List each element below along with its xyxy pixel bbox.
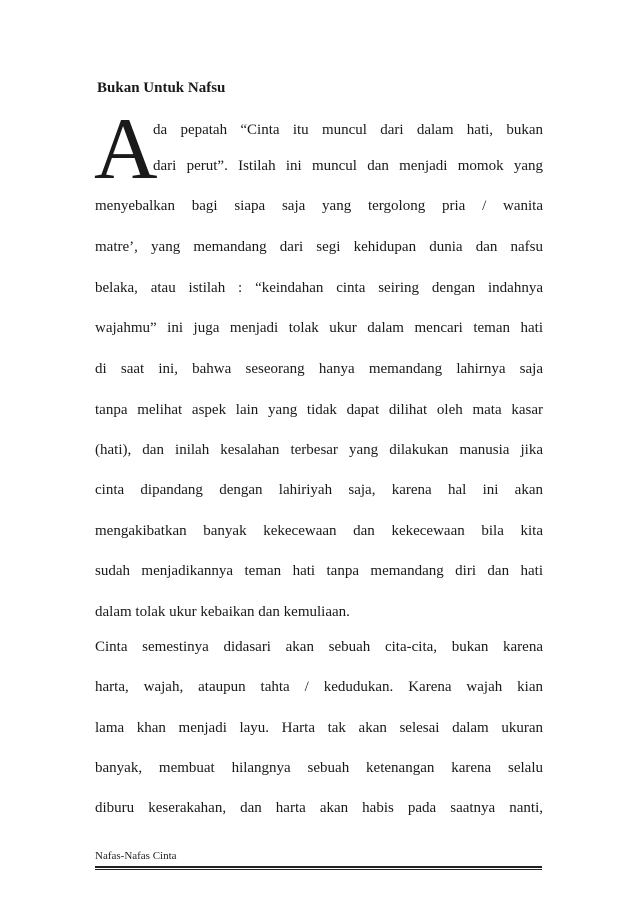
text-line: Cinta semestinya didasari akan sebuah cita-cita, bukan karena: [95, 639, 543, 655]
text-line: dalam tolak ukur kebaikan dan kemuliaan.: [95, 604, 350, 620]
page-footer: Nafas-Nafas Cinta: [95, 850, 177, 862]
text-line: banyak, membuat hilangnya sebuah ketenangan karena selalu: [95, 760, 543, 776]
text-line: cinta dipandang dengan lahiriyah saja, karena hal ini akan: [95, 482, 543, 498]
text-line: menyebalkan bagi siapa saja yang tergolong pria / wanita: [95, 198, 543, 214]
text-line: di saat ini, bahwa seseorang hanya memandang lahirnya saja: [95, 361, 543, 377]
text-line: harta, wajah, ataupun tahta / kedudukan. Karena wajah kian: [95, 679, 543, 695]
text-line: (hati), dan inilah kesalahan terbesar yang dilakukan manusia jika: [95, 442, 543, 458]
text-line: mengakibatkan banyak kekecewaan dan kekecewaan bila kita: [95, 523, 543, 539]
footer-rule: [95, 869, 542, 870]
text-line: belaka, atau istilah : “keindahan cinta seiring dengan indahnya: [95, 280, 543, 296]
drop-cap: A: [94, 101, 158, 198]
text-line: wajahmu” ini juga menjadi tolak ukur dalam mencari teman hati: [95, 320, 543, 336]
text-line: lama khan menjadi layu. Harta tak akan selesai dalam ukuran: [95, 720, 543, 736]
text-line: da pepatah “Cinta itu muncul dari dalam hati, bukan: [153, 122, 543, 138]
text-line: diburu keserakahan, dan harta akan habis pada saatnya nanti,: [95, 800, 543, 816]
footer-rule: [95, 866, 542, 868]
text-line: matre’, yang memandang dari segi kehidupan dunia dan nafsu: [95, 239, 543, 255]
text-line: dari perut”. Istilah ini muncul dan menjadi momok yang: [153, 158, 543, 174]
text-line: sudah menjadikannya teman hati tanpa memandang diri dan hati: [95, 563, 543, 579]
chapter-title: Bukan Untuk Nafsu: [97, 80, 226, 96]
text-line: tanpa melihat aspek lain yang tidak dapat dilihat oleh mata kasar: [95, 402, 543, 418]
